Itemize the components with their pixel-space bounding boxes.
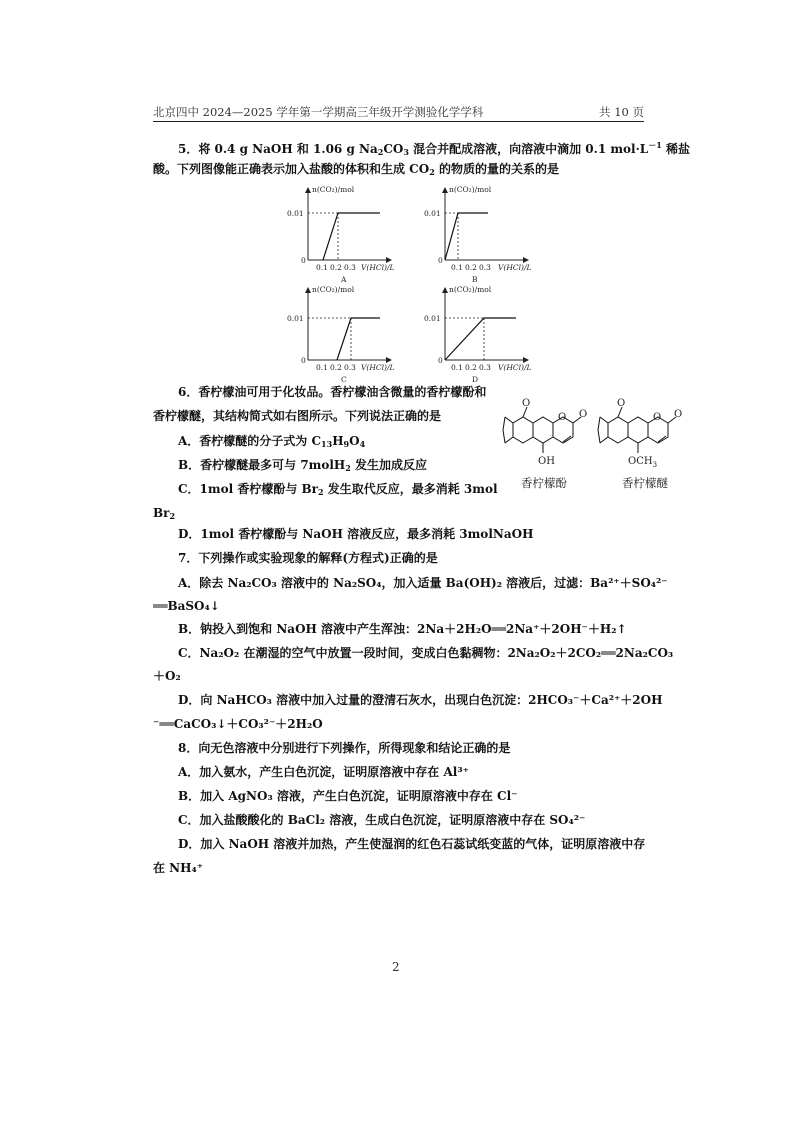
svg-text:0.3: 0.3 — [479, 263, 491, 272]
graph-b-svg — [420, 183, 540, 283]
svg-text:0.1: 0.1 — [316, 263, 328, 272]
q7-option-d: D．向 NaHCO₃ 溶液中加入过量的澄清石灰水，出现白色沉淀：2HCO₃⁻＋Ca²⁺＋2OH — [178, 693, 663, 707]
q8-option-a: A．加入氨水，产生白色沉淀，证明原溶液中存在 Al³⁺ — [178, 765, 469, 779]
q7-option-c-cont: ＋O₂ — [153, 669, 181, 683]
q5-line1: 5．将 0.4 g NaOH 和 1.06 g $Na_2CO_3$ 混合并配成溶液，向溶液中滴加 0.1 $mol\cdot L^{-1}$ 稀盐 — [178, 140, 690, 157]
q6-option-d: D．1mol 香柠檬酚与 NaOH 溶液反应，最多消耗 3molNaOH — [178, 527, 534, 541]
structure-bergapten — [600, 395, 710, 479]
structure-bergaptol — [505, 395, 605, 479]
q8-option-d: D．加入 NaOH 溶液并加热，产生使湿润的红色石蕊试纸变蓝的气体，证明原溶液中存 — [178, 837, 646, 851]
svg-text:0.3: 0.3 — [479, 363, 491, 372]
struct1-oh: OH — [538, 456, 555, 467]
header-title: 北京四中 2024—2025 学年第一学期高三年级开学测验化学学科 — [153, 105, 484, 119]
q7-option-a-cont: ══BaSO₄↓ — [153, 599, 220, 613]
svg-text:O: O — [674, 409, 683, 420]
q7-option-b: B．钠投入到饱和 NaOH 溶液中产生浑浊：2Na＋2H₂O══2Na⁺＋2OH⁻＋H₂↑ — [178, 622, 627, 636]
q7-line1: 7．下列操作或实验现象的解释(方程式)正确的是 — [178, 551, 438, 565]
q7-option-d-cont: ⁻══CaCO₃↓＋CO₃²⁻＋2H₂O — [153, 717, 323, 731]
graph-b-origin: 0 — [438, 256, 443, 265]
graph-c-origin: 0 — [301, 356, 306, 365]
graph-b-xlabel: V(HCl)/L — [498, 263, 532, 272]
struct1-name: 香柠檬酚 — [521, 476, 567, 490]
header-page-count: 共 10 页 — [599, 105, 644, 119]
graph-d-xlabel: V(HCl)/L — [498, 363, 532, 372]
graph-a — [283, 183, 403, 287]
graph-c-ylabel: n(CO₂)/mol — [312, 285, 355, 294]
svg-text:0.2: 0.2 — [465, 363, 477, 372]
structure-bergapten-svg — [600, 395, 710, 475]
graph-d-svg — [420, 283, 540, 383]
q7-option-c: C．Na₂O₂ 在潮湿的空气中放置一段时间，变成白色黏稠物：2Na₂O₂＋2CO₂══2Na₂CO₃ — [178, 646, 674, 660]
q8-option-d-cont: 在 NH₄⁺ — [153, 861, 204, 875]
struct2-och3: $OCH_3$ — [628, 456, 658, 469]
graph-d-ylabel: n(CO₂)/mol — [449, 285, 492, 294]
graph-a-ytick: 0.01 — [287, 209, 304, 218]
q8-line1: 8．向无色溶液中分别进行下列操作，所得现象和结论正确的是 — [178, 741, 511, 755]
graph-c — [283, 283, 403, 387]
svg-text:0.3: 0.3 — [344, 363, 356, 372]
graph-d-ytick: 0.01 — [424, 314, 441, 323]
svg-text:0.1: 0.1 — [451, 263, 463, 272]
graph-a-caption: A — [341, 275, 347, 284]
q6-option-b: B．香柠檬醚最多可与 7molH$_2$ 发生加成反应 — [178, 458, 428, 473]
q5-line2: 酸。下列图像能正确表示加入盐酸的体积和生成 $CO_2$ 的物质的量的关系的是 — [153, 162, 559, 177]
graph-d — [420, 283, 540, 387]
graph-d-caption: D — [472, 375, 479, 384]
q7-option-a: A．除去 Na₂CO₃ 溶液中的 Na₂SO₄，加入适量 Ba(OH)₂ 溶液后，过滤：Ba²⁺＋SO₄²⁻ — [178, 576, 668, 590]
header-rule — [153, 121, 644, 122]
graph-a-ylabel: n(CO₂)/mol — [312, 185, 355, 194]
graph-c-svg — [283, 283, 403, 383]
graph-c-caption: C — [341, 375, 347, 384]
graph-a-xlabel: V(HCl)/L — [361, 263, 395, 272]
graph-a-svg — [283, 183, 403, 283]
graph-c-xlabel: V(HCl)/L — [361, 363, 395, 372]
q8-option-c: C．加入盐酸酸化的 BaCl₂ 溶液，生成白色沉淀，证明原溶液中存在 SO₄²⁻ — [178, 813, 586, 827]
graph-b-ytick: 0.01 — [424, 209, 441, 218]
svg-text:0.1: 0.1 — [451, 363, 463, 372]
svg-text:O: O — [522, 398, 531, 409]
svg-text:0.2: 0.2 — [330, 263, 342, 272]
svg-text:O: O — [558, 412, 567, 423]
svg-text:0.2: 0.2 — [465, 263, 477, 272]
svg-text:O: O — [617, 398, 626, 409]
svg-text:0.3: 0.3 — [344, 263, 356, 272]
q6-line1: 6．香柠檬油可用于化妆品。香柠檬油含微量的香柠檬酚和 — [178, 385, 487, 399]
graph-d-origin: 0 — [438, 356, 443, 365]
graph-b — [420, 183, 540, 287]
graph-a-origin: 0 — [301, 256, 306, 265]
q6-option-c-cont: $Br_2$ — [153, 506, 176, 521]
page-number: 2 — [392, 960, 400, 974]
structure-bergaptol-svg — [505, 395, 605, 475]
svg-text:0.2: 0.2 — [330, 363, 342, 372]
q6-option-c: C．1mol 香柠檬酚与 $Br_2$ 发生取代反应，最多消耗 3mol — [178, 482, 498, 497]
q6-line2: 香柠檬醚，其结构简式如右图所示。下列说法正确的是 — [153, 409, 442, 423]
svg-text:O: O — [579, 409, 588, 420]
svg-text:0.1: 0.1 — [316, 363, 328, 372]
graph-b-ylabel: n(CO₂)/mol — [449, 185, 492, 194]
q8-option-b: B．加入 AgNO₃ 溶液，产生白色沉淀，证明原溶液中存在 Cl⁻ — [178, 789, 518, 803]
svg-text:O: O — [653, 412, 662, 423]
graph-c-ytick: 0.01 — [287, 314, 304, 323]
struct2-name: 香柠檬醚 — [622, 476, 668, 490]
q6-option-a: A．香柠檬醚的分子式为 $C_{13}H_9O_4$ — [178, 434, 366, 449]
graph-b-caption: B — [472, 275, 478, 284]
